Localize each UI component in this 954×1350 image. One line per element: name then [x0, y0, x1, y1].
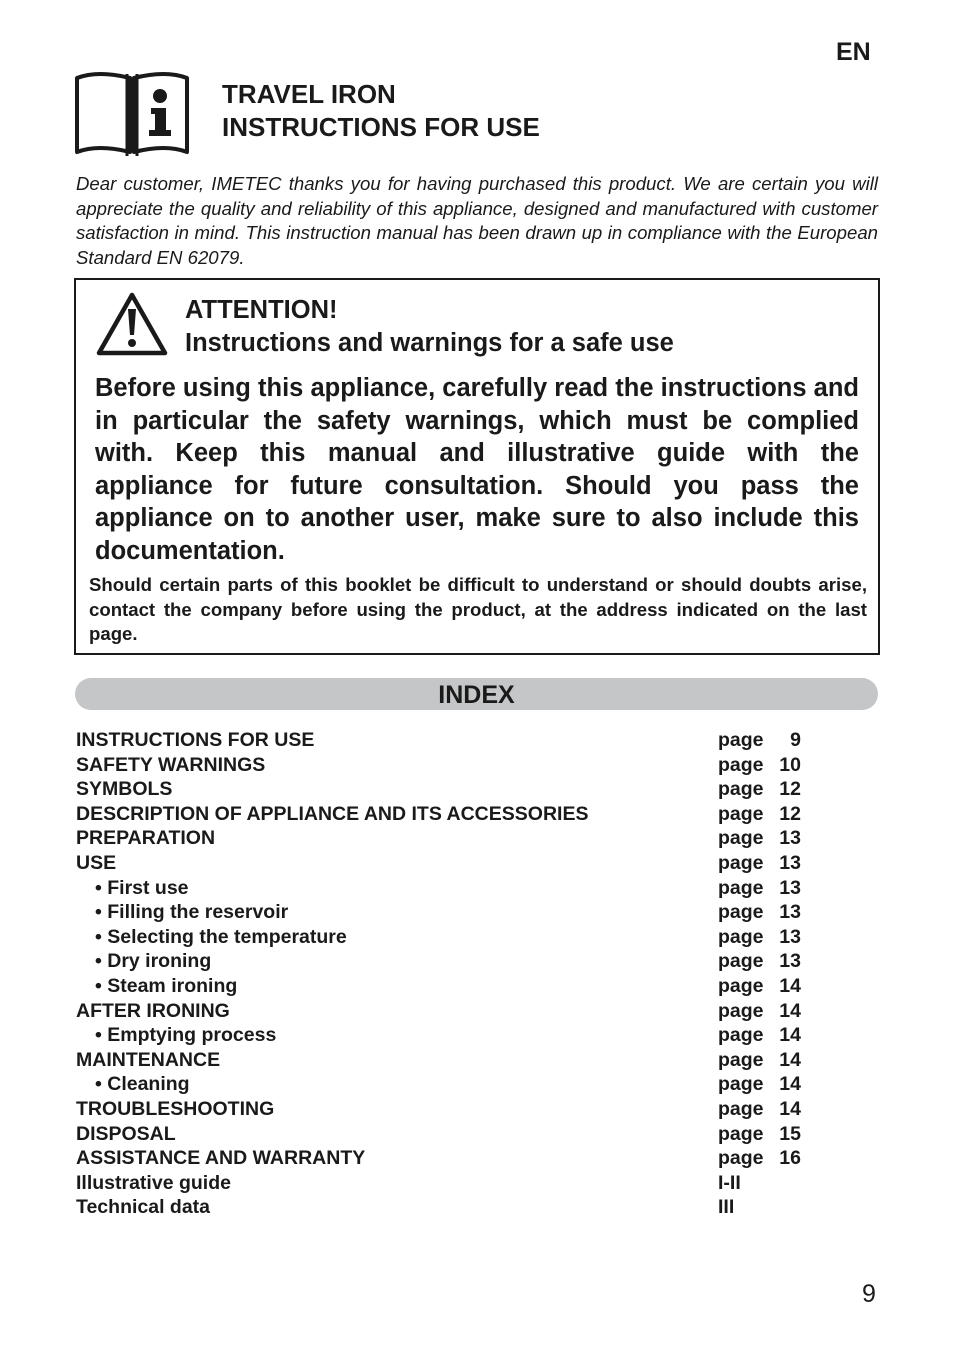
index-entry	[76, 777, 836, 802]
language-code: EN	[836, 38, 871, 66]
index-entry	[76, 851, 836, 876]
index-entry-label: • Cleaning	[95, 1073, 190, 1096]
page-number-value: 14	[779, 1048, 801, 1071]
page-number-value: 16	[779, 1147, 801, 1170]
page-word: page	[718, 1024, 764, 1047]
index-entry-page: I-II	[718, 1171, 741, 1194]
index-heading: INDEX	[75, 678, 878, 710]
title-line-1: TRAVEL IRON	[222, 79, 396, 109]
page-number-value: 10	[779, 753, 801, 776]
warning-triangle-icon	[96, 291, 168, 357]
page-word: page	[718, 827, 764, 850]
index-entry-label: ASSISTANCE AND WARRANTY	[76, 1147, 366, 1170]
page-number-value: 13	[779, 851, 801, 874]
info-manual-icon	[74, 68, 190, 156]
page-number: 9	[862, 1280, 876, 1308]
page-number-value: 14	[779, 1073, 801, 1096]
page-word: page	[718, 1122, 764, 1145]
title-line-2: INSTRUCTIONS FOR USE	[222, 112, 540, 142]
index-entry-page: III	[718, 1196, 735, 1219]
index-entry	[76, 1171, 836, 1196]
page-number-value: 13	[779, 901, 801, 924]
page-word: page	[718, 1073, 764, 1096]
page-number-value: 14	[779, 974, 801, 997]
page-word: page	[718, 876, 764, 899]
page-word: page	[718, 753, 764, 776]
page-word: page	[718, 925, 764, 948]
page-number-value: 14	[779, 999, 801, 1022]
page-number-value: 13	[779, 827, 801, 850]
intro-paragraph: Dear customer, IMETEC thanks you for having purchased this product. We are certain you will appreciate the quality and reliability of this appliance, designed and manufactured with customer satisfaction in mind. This instruction manual has been drawn up in compliance with the European Standard EN 62079.	[76, 173, 878, 268]
page-number-value: 14	[779, 1024, 801, 1047]
index-entry-label: INSTRUCTIONS FOR USE	[76, 729, 315, 751]
page-word: page	[718, 729, 764, 751]
index-entry	[76, 1097, 836, 1122]
page-word: page	[718, 1147, 764, 1170]
page-number-value: 13	[779, 950, 801, 973]
index-entry-label: Technical data	[76, 1196, 211, 1219]
index-entry	[76, 900, 836, 925]
index-entry	[76, 1023, 836, 1048]
page-number-value: 13	[779, 925, 801, 948]
index-entry	[76, 802, 836, 827]
index-entry	[76, 1072, 836, 1097]
index-entry-label: • Dry ironing	[95, 950, 212, 973]
page-number-value: 14	[779, 1097, 801, 1120]
page-number-value: 13	[779, 876, 801, 899]
index-entry	[76, 826, 836, 851]
index-entry	[76, 974, 836, 999]
index-entry	[76, 1048, 836, 1073]
index-entry-label: • First use	[95, 876, 189, 899]
index-entry	[76, 728, 836, 753]
document-title	[222, 78, 540, 144]
page-word: page	[718, 851, 764, 874]
page-word: page	[718, 950, 764, 973]
index-entry-label: AFTER IRONING	[76, 999, 230, 1022]
index-entry-label: DISPOSAL	[76, 1122, 176, 1145]
index-entry	[76, 1195, 836, 1220]
page-word: page	[718, 778, 764, 801]
attention-main-text: Before using this appliance, carefully read the instructions and in particular the safety warnings, which must be complied with. Keep this manual and illustrative guide with the appliance for future consultation. Should you pass the appliance on to another user, make sure to also include this documentation.	[95, 374, 859, 565]
page-word: page	[718, 901, 764, 924]
index-entry-label: Illustrative guide	[76, 1171, 231, 1194]
page-word: page	[718, 999, 764, 1022]
index-entry	[76, 753, 836, 778]
attention-subtitle: Instructions and warnings for a safe use	[185, 329, 674, 357]
page-number-value: 12	[779, 778, 801, 801]
index-entry	[76, 1146, 836, 1171]
index-entry	[76, 949, 836, 974]
index-entry-label: TROUBLESHOOTING	[76, 1097, 275, 1120]
index-list	[76, 728, 836, 1220]
index-entry-label: • Filling the reservoir	[95, 901, 289, 924]
page-word: page	[718, 974, 764, 997]
page-number-value: 9	[790, 729, 801, 751]
index-entry	[76, 876, 836, 901]
index-entry-label: • Steam ironing	[95, 974, 238, 997]
page-number-value: 15	[779, 1122, 801, 1145]
attention-note: Should certain parts of this booklet be difficult to understand or should doubts arise, contact the company before using the product, at the address indicated on the last page.	[89, 574, 867, 644]
index-entry-label: DESCRIPTION OF APPLIANCE AND ITS ACCESSORIES	[76, 802, 589, 825]
index-entry	[76, 925, 836, 950]
page-word: page	[718, 1048, 764, 1071]
index-entry	[76, 1122, 836, 1147]
index-entry-label: PREPARATION	[76, 827, 216, 850]
attention-title: ATTENTION!	[185, 296, 338, 324]
index-entry-label: SYMBOLS	[76, 778, 173, 801]
index-entry-label: • Selecting the temperature	[95, 925, 347, 948]
index-entry-label: MAINTENANCE	[76, 1048, 221, 1071]
page-number-value: 12	[779, 802, 801, 825]
index-entry-label: • Emptying process	[95, 1024, 277, 1047]
attention-box	[74, 278, 880, 655]
page-word: page	[718, 1097, 764, 1120]
attention-heading	[185, 294, 674, 360]
index-entry-label: USE	[76, 851, 117, 874]
index-entry-label: SAFETY WARNINGS	[76, 753, 266, 776]
index-entry	[76, 999, 836, 1024]
page-word: page	[718, 802, 764, 825]
